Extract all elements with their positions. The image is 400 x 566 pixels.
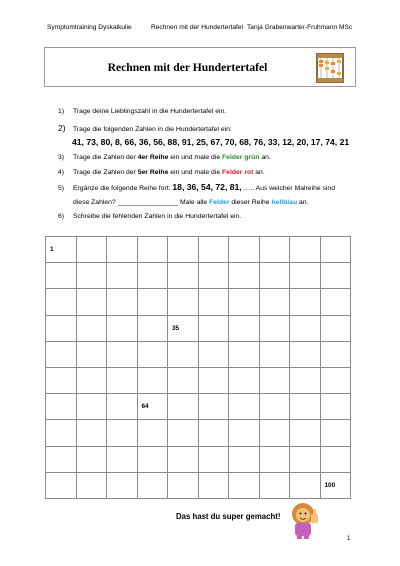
grid-cell[interactable] [229,315,260,341]
grid-cell[interactable]: 100 [320,472,351,498]
grid-cell[interactable] [198,289,229,315]
grid-cell[interactable] [259,315,290,341]
grid-cell[interactable] [320,315,351,341]
task-5-line-2 [73,199,308,206]
grid-cell[interactable] [107,315,138,341]
task-5-line2-pre: diese Zahlen? ________________ Male alle [73,199,208,206]
grid-row [46,367,351,393]
task-5-line2-mid: dieser Reihe [231,199,270,206]
grid-cell[interactable] [137,315,168,341]
task-6-number: 6) [58,213,65,220]
grid-cell[interactable] [107,472,138,498]
grid-row [46,472,351,498]
grid-cell[interactable]: 1 [46,237,77,263]
grid-cell[interactable] [137,367,168,393]
grid-row [46,315,351,341]
grid-cell[interactable] [137,263,168,289]
grid-cell[interactable] [290,394,321,420]
task-5-pre: Ergänze die folgende Reihe fort: [73,185,171,192]
grid-cell[interactable] [46,289,77,315]
grid-cell[interactable] [290,315,321,341]
task-3-number: 3) [58,154,65,161]
grid-cell[interactable] [290,420,321,446]
task-1 [58,108,226,115]
grid-cell[interactable] [107,446,138,472]
task-4-pre: Trage die Zahlen der [73,169,136,176]
grid-cell[interactable] [76,263,107,289]
grid-row [46,420,351,446]
grid-cell[interactable] [107,367,138,393]
grid-row [46,289,351,315]
grid-cell[interactable] [107,394,138,420]
grid-cell[interactable] [46,367,77,393]
grid-cell[interactable] [107,289,138,315]
grid-row [46,446,351,472]
task-3-color-word: Felder grün [222,154,260,161]
grid-cell[interactable] [259,263,290,289]
grid-cell[interactable] [320,420,351,446]
grid-cell[interactable] [290,289,321,315]
task-5-post: ….. Aus welcher Malreihe sind [243,185,335,192]
grid-cell[interactable] [76,420,107,446]
grid-cell[interactable] [198,472,229,498]
grid-cell[interactable] [76,315,107,341]
grid-cell[interactable] [76,394,107,420]
grid-cell[interactable] [137,341,168,367]
grid-cell[interactable] [107,237,138,263]
grid-cell[interactable] [137,420,168,446]
grid-cell[interactable] [290,472,321,498]
grid-cell[interactable] [168,472,199,498]
title-box [44,47,356,87]
task-2 [58,123,232,133]
grid-cell[interactable] [198,420,229,446]
grid-cell[interactable] [168,420,199,446]
grid-cell[interactable] [137,289,168,315]
grid-cell[interactable] [229,394,260,420]
task-4-post: an. [255,169,265,176]
grid-row [46,394,351,420]
grid-cell[interactable] [259,394,290,420]
grid-cell[interactable] [320,237,351,263]
task-4-number: 4) [58,169,65,176]
lion-thumbs-up-icon [287,500,323,540]
grid-cell[interactable] [198,446,229,472]
grid-cell[interactable] [229,367,260,393]
grid-cell[interactable] [229,289,260,315]
task-3-bold: 4er Reihe [137,154,169,161]
grid-cell[interactable] [46,446,77,472]
task-3 [58,154,271,161]
grid-cell[interactable] [46,472,77,498]
grid-cell[interactable] [137,446,168,472]
grid-cell[interactable] [259,420,290,446]
grid-cell[interactable] [290,367,321,393]
grid-cell[interactable] [168,263,199,289]
grid-row [46,341,351,367]
task-6 [58,213,241,220]
grid-row [46,237,351,263]
grid-cell[interactable] [259,446,290,472]
grid-cell[interactable] [168,289,199,315]
grid-cell[interactable] [137,237,168,263]
grid-cell[interactable] [46,420,77,446]
task-1-text: Trage deine Lieblingszahl in die Hundertertafel ein. [73,108,227,115]
task-4-mid: ein und male die [170,169,221,176]
hundred-chart-grid [45,236,351,499]
grid-cell[interactable] [320,367,351,393]
page-number: 1 [347,535,351,542]
grid-cell[interactable] [259,472,290,498]
grid-cell[interactable] [168,341,199,367]
header-middle: Rechnen mit der Hundertertafel [151,24,243,31]
task-3-mid: ein und male die [170,154,221,161]
grid-cell[interactable] [198,263,229,289]
grid-cell[interactable] [76,341,107,367]
task-2-number: 2) [58,123,66,133]
grid-cell[interactable] [259,341,290,367]
task-2-numbers: 41, 73, 80, 8, 66, 36, 56, 88, 91, 25, 67, 70, 68, 76, 33, 12, 20, 17, 74, 21 [72,137,350,147]
task-5-felder: Felder [209,199,230,206]
header-right: Tanja Grabenwarter-Fruhmann MSc [247,24,353,31]
praise-text: Das hast du super gemacht! [176,512,281,521]
grid-cell[interactable] [320,263,351,289]
grid-cell[interactable] [46,341,77,367]
grid-cell[interactable] [229,420,260,446]
grid-cell[interactable] [259,289,290,315]
grid-cell[interactable] [76,472,107,498]
task-2-text: Trage die folgenden Zahlen in die Hundertertafel ein: [73,126,232,133]
grid-cell[interactable] [259,237,290,263]
grid-cell[interactable] [198,394,229,420]
grid-cell[interactable] [46,394,77,420]
grid-cell[interactable] [107,263,138,289]
grid-cell[interactable] [168,394,199,420]
task-5-hellblau: hellblau [271,199,298,206]
task-4-color-word: Felder rot [222,169,254,176]
grid-cell[interactable] [229,341,260,367]
grid-cell[interactable] [198,367,229,393]
grid-cell[interactable] [107,420,138,446]
grid-cell[interactable] [46,263,77,289]
grid-cell[interactable] [320,394,351,420]
task-3-post: an. [261,154,271,161]
grid-cell[interactable] [229,263,260,289]
task-3-pre: Trage die Zahlen der [73,154,136,161]
grid-cell[interactable] [290,446,321,472]
grid-cell[interactable] [259,367,290,393]
task-5-line2-post: an. [299,199,309,206]
grid-cell[interactable] [229,446,260,472]
grid-cell[interactable] [198,341,229,367]
grid-cell[interactable] [168,446,199,472]
task-4-bold: 5er Reihe [137,169,169,176]
abacus-icon [315,52,345,84]
page-title: Rechnen mit der Hundertertafel [107,61,268,74]
task-4 [58,169,265,176]
grid-cell[interactable] [229,237,260,263]
grid-cell[interactable] [229,472,260,498]
grid-cell[interactable] [320,289,351,315]
grid-cell[interactable] [290,237,321,263]
grid-cell[interactable] [320,341,351,367]
grid-cell[interactable] [198,237,229,263]
grid-cell[interactable]: 64 [137,394,168,420]
grid-cell[interactable] [76,446,107,472]
grid-cell[interactable] [290,341,321,367]
grid-cell[interactable] [76,237,107,263]
grid-cell[interactable] [290,263,321,289]
grid-cell[interactable]: 35 [168,315,199,341]
grid-cell[interactable] [168,237,199,263]
task-1-number: 1) [58,108,65,115]
task-5 [58,182,335,192]
grid-cell[interactable] [198,315,229,341]
grid-row [46,263,351,289]
grid-cell[interactable] [137,472,168,498]
grid-cell[interactable] [168,367,199,393]
grid-cell[interactable] [107,341,138,367]
header-left: Symptomtraining Dyskalkulie [47,24,132,31]
grid-cell[interactable] [76,289,107,315]
task-6-text: Schreibe die fehlenden Zahlen in die Hundertertafel ein. [73,213,242,220]
grid-cell[interactable] [76,367,107,393]
task-5-sequence: 18, 36, 54, 72, 81, [172,182,242,192]
grid-cell[interactable] [46,315,77,341]
grid-cell[interactable] [320,446,351,472]
task-5-number: 5) [58,185,65,192]
